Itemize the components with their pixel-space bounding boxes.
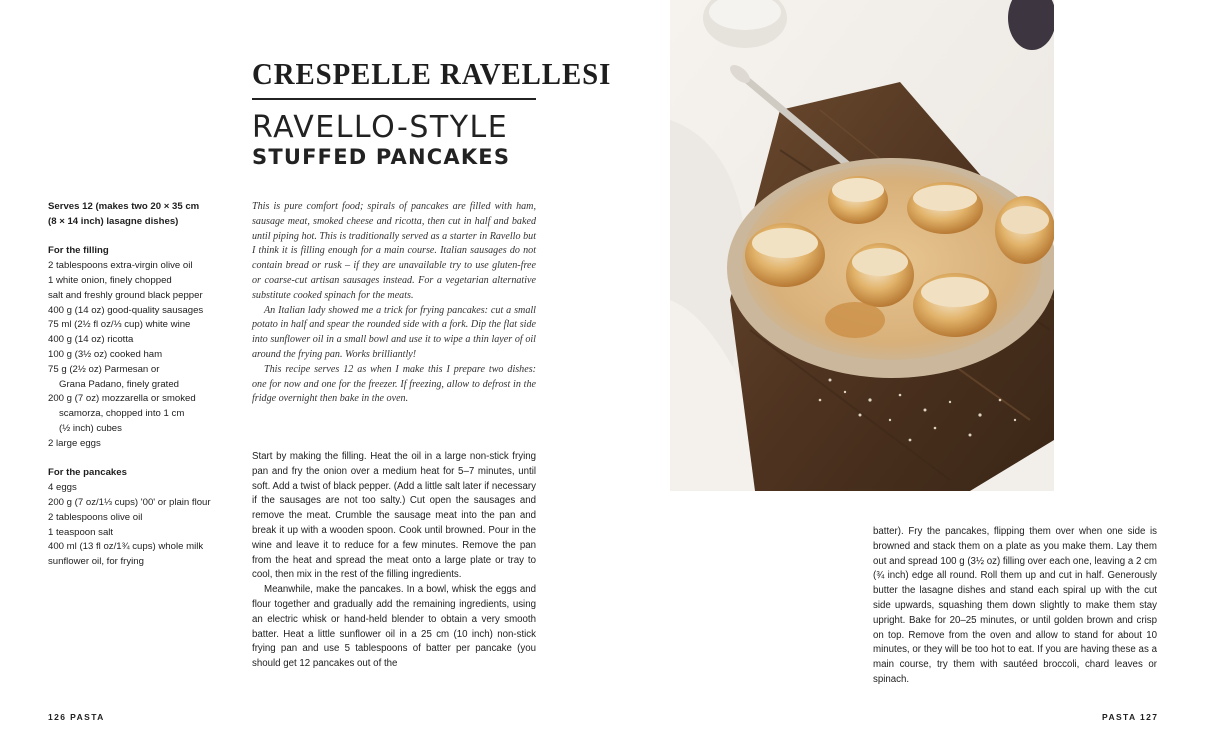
ingredient-item: 1 white onion, finely chopped	[48, 274, 172, 286]
ingredient-item: 2 tablespoons extra-virgin olive oil	[48, 260, 193, 272]
ingredient-item: Grana Padano, finely grated	[59, 378, 180, 390]
recipe-title-english-line2: STUFFED PANCAKES	[252, 145, 511, 169]
ingredient-item: 75 ml (2½ fl oz/⅓ cup) white wine	[48, 319, 191, 331]
ingredient-item: 75 g (2½ oz) Parmesan or	[48, 363, 160, 375]
ingredient-item: 400 g (14 oz) ricotta	[48, 334, 134, 346]
serves-line: Serves 12 (makes two 20 × 35 cm	[48, 201, 200, 212]
page-number-right: PASTA 127	[1102, 712, 1159, 722]
ingredient-item: 2 tablespoons olive oil	[48, 511, 143, 523]
ingredient-item: scamorza, chopped into 1 cm	[59, 408, 185, 420]
ingredient-item: salt and freshly ground black pepper	[48, 289, 203, 301]
serves-line: (8 × 14 inch) lasagne dishes)	[48, 215, 179, 227]
recipe-method-continued	[873, 525, 1157, 688]
intro-paragraph: An Italian lady showed me a trick for frying pancakes: cut a small potato in half and spear the rounded side with a fork. Dip the flat side into sunflower oil in a small bowl and use it to wipe a thin layer of oil around the frying pan. Works brilliantly!	[252, 304, 536, 360]
recipe-intro	[252, 200, 536, 407]
ingredient-item: 400 g (14 oz) good-quality sausages	[48, 304, 204, 316]
title-divider	[252, 98, 536, 100]
recipe-title-english-line1: RAVELLO-STYLE	[252, 110, 509, 145]
stuffed-pancakes-photo	[670, 0, 1054, 491]
ingredient-item: (½ inch) cubes	[59, 422, 122, 434]
pancakes-heading: For the pancakes	[48, 467, 127, 479]
ingredient-item: 100 g (3½ oz) cooked ham	[48, 348, 163, 360]
recipe-title-italian: CRESPELLE RAVELLESI	[252, 56, 612, 91]
ingredient-item: 200 g (7 oz) mozzarella or smoked	[48, 393, 196, 405]
ingredient-item: 4 eggs	[48, 482, 77, 494]
page-number-left: 126 PASTA	[48, 712, 105, 722]
recipe-method	[252, 450, 536, 672]
ingredient-item: sunflower oil, for frying	[48, 556, 144, 568]
ingredient-item: 400 ml (13 fl oz/1¾ cups) whole milk	[48, 541, 204, 553]
method-paragraph: Start by making the filling. Heat the oil in a large non-stick frying pan and fry the onion over a medium heat for 5–7 minutes, until soft. Add a twist of black pepper. (Add a little salt later if necessary if the sausages are not too salty.) Cut open the sausages and remove the meat. Crumble the sausage meat into the pan and break it up with a wooden spoon. Cook until browned. Pour in the wine and leave it to reduce for a few minutes. Remove the pan from the heat and spread the meat onto a large plate or tray to cool, then mix in the rest of the filling ingredients.	[252, 451, 536, 581]
filling-heading: For the filling	[48, 245, 109, 257]
ingredients-list	[48, 200, 238, 570]
ingredient-item: 200 g (7 oz/1⅓ cups) '00' or plain flour	[48, 496, 211, 508]
ingredient-item: 2 large eggs	[48, 437, 101, 449]
intro-paragraph: This recipe serves 12 as when I make this I prepare two dishes: one for now and one for the freezer. If freezing, allow to defrost in the fridge overnight then bake in the oven.	[252, 363, 536, 405]
method-paragraph: Meanwhile, make the pancakes. In a bowl, whisk the eggs and flour together and gradually add the remaining ingredients, using an electric whisk or hand-held blender to obtain a very smooth batter. Heat a little sunflower oil in a 25 cm (10 inch) non-stick frying pan and use 5 tablespoons of batter per pancake (you should get 12 pancakes out of the	[252, 584, 536, 670]
intro-paragraph: This is pure comfort food; spirals of pancakes are filled with ham, sausage meat, smoked cheese and ricotta, then cut in half and baked until piping hot. This is traditionally served as a starter in Ravello but I think it is filling enough for a main course. Italian sausages do not contain bread or rusk – if they are unavailable try to use gluten-free or coarse-cut artisan sausages instead. For a vegetarian alternative substitute cooked spinach for the meats.	[252, 201, 536, 301]
ingredient-item: 1 teaspoon salt	[48, 526, 114, 538]
method-paragraph: batter). Fry the pancakes, flipping them over when one side is browned and stack them on a plate as you make them. Lay them out and spread 100 g (3½ oz) filling over each one, leaving a 2 cm (¾ inch) edge all round. Roll them up and cut in half. Generously butter the lasagne dishes and stand each spiral up with the cut side upwards, squashing them down slightly to make them stay upright. Bake for 20–25 minutes, or until golden brown and crisp on top. Remove from the oven and allow to stand for about 10 minutes, or they will be too hot to eat. If you are having these as a main course, try them with sautéed broccoli, chard leaves or spinach.	[873, 526, 1157, 685]
